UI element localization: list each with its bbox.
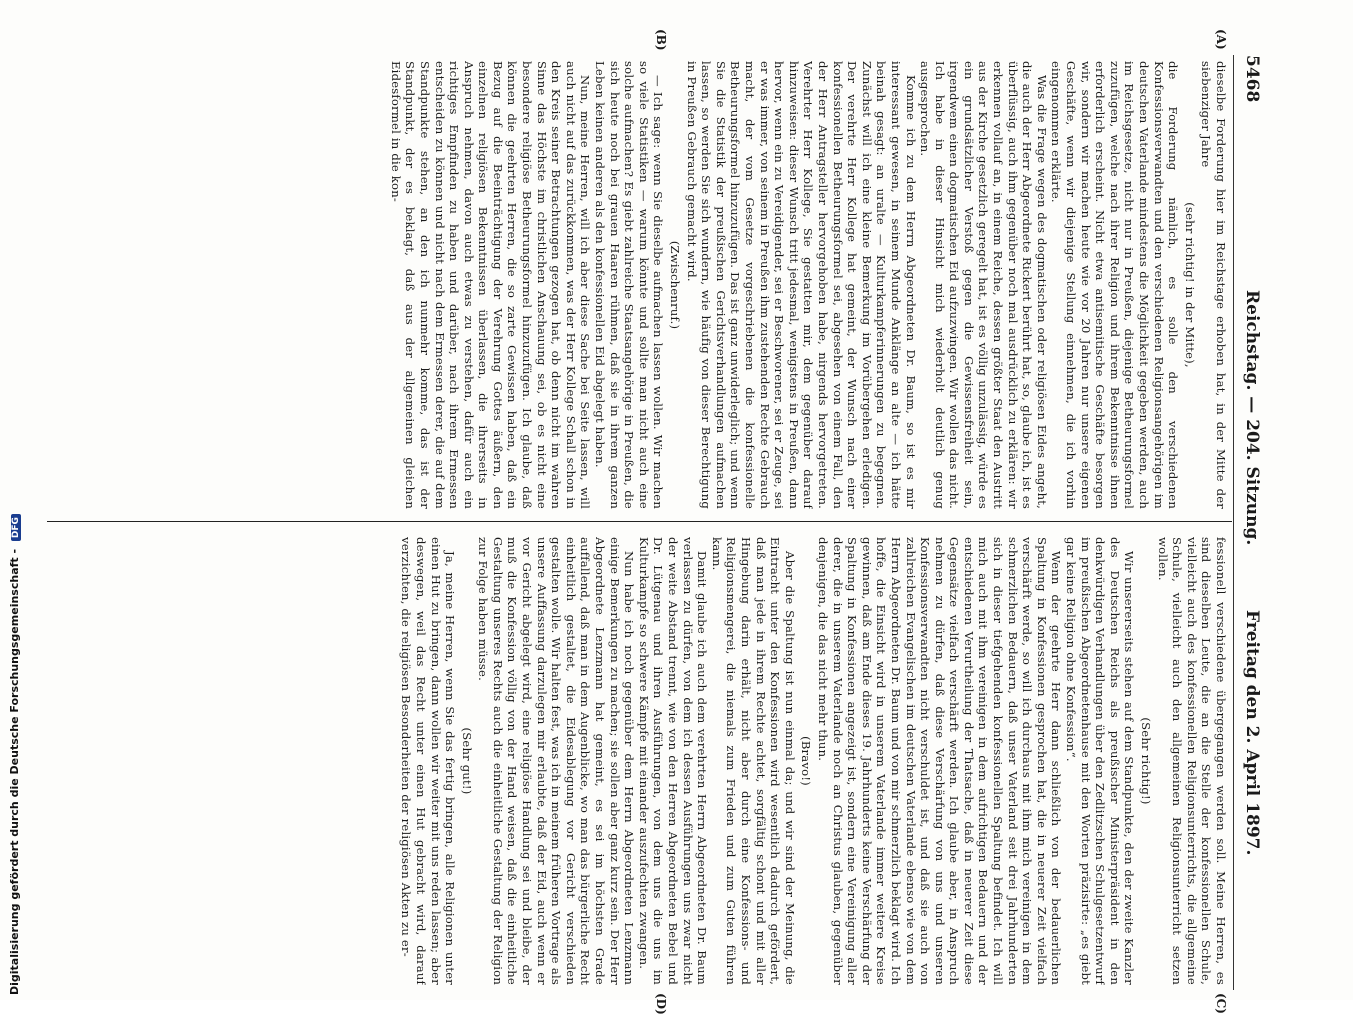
interjection: (Sehr gut!) [459, 727, 474, 795]
page-number: 5468 [1242, 55, 1262, 103]
rotated-newspaper-page [43, 29, 1268, 1015]
paragraph: die Forderung nämlich, es solle den verschiedenen Konfessionsverwandten und den verschiedenen Religionsangehörigen im deutschen Vaterlande mindestens die Möglichkeit gegeben werden, auch im Reichsgesetze, nicht nur in Preußen, diejenige Betheurungsformel zuzufügen, welche nach ihrer Religion und ihrem Bekenntnisse ihnen erforderlich erscheint. Nicht etwa antisemitische Geschäfte besorgen wir, sondern wir machen heute wie vor 20 Jahren nur unsere eigenen Geschäfte, wenn wir diejenige Stellung einnehmen, die ich vorhin eingenommen erklärte. [1049, 61, 1181, 509]
left-column [48, 61, 1228, 509]
margin-mark-a: (A) [1214, 29, 1228, 50]
paragraph: Ja, meine Herren, wenn Sie das fertig bringen, alle Religionen unter einen Hut zu bringen, dann wollen wir weiter mit uns reden lassen; aber deswegen, weil das Recht unter einen Hut gebracht wird, darauf verzichten, die religiösen Besonderheiten der religiösen Akten zu er- [399, 537, 458, 985]
paragraph: Nun, meine Herren, will ich aber diese Sache bei Seite lassen, will auch nicht auf das zurückkommen, was der Herr Kollege Schall schon in den Kreis seiner Betrachtungen gezogen hat, ob denn nicht im wahren Sinne das Höchste im christlichen Anschauung sei, ob es nicht eine besondere religiöse Betheurungsformel hinzuzufügen. Ich glaube, daß können die geehrten Herren, die so zarte Gewissen haben, daß ein Bezug auf die Beeinträchtigung der Verehrung Gottes äußern, den einzelnen religiösen Bekenntnissen überlassen, die ihrerseits in Anspruch nehmen, davon auch etwas zu verstehen, dafür auch ein richtiges Empfinden zu haben und darüber, nach ihrem Ermessen entscheiden zu können und nicht nach dem Ermessen derer, die auf dem Standpunkte stehen, an den ich nunmehr komme, das ist der Standpunkt, der es beklagt, daß aus der allgemeinen gleichen Eidesformel in die kon- [388, 61, 593, 509]
header-rule [1233, 55, 1234, 990]
session-date: Freitag den 2. April 1897. [1242, 610, 1262, 856]
paragraph: fessionell verschiedene übergegangen werden soll. Meine Herren, es sind dieselben Leute, die an die Stelle der konfessionellen Schule, vielleicht auch des konfessionellen Religionsunterrichts, die allgemeine Schule, vielleicht auch den allgemeinen Religionsunterricht setzen wollen. [1155, 537, 1228, 985]
dfg-logo: DFG [11, 514, 21, 541]
interjection: (Bravo!) [799, 736, 814, 786]
credit-text: Digitalisierung gefördert durch die Deutsche Forschungsgemeinschaft - [8, 548, 21, 995]
right-column [48, 537, 1228, 985]
page-header [1232, 55, 1268, 990]
interjection: (Zwischenruf.) [668, 240, 683, 330]
paragraph: Nun habe ich noch gegenüber dem Herrn Abgeordneten Lenzmann einige Bemerkungen zu machen; sie sollen aber ganz kurz sein. Der Herr Abgeordnete Lenzmann hat gemeint, es sei im höchsten Grade auffallend, daß man in dem Augenblicke, wo man das bürgerliche Recht einheitlich gestaltet, die Eidesablegung vor Gericht verschieden gestalten wolle. Wir halten fest, was ich in meinem früheren Vortrage als unsere Auffassung darzulegen mir erlaubte, daß der Eid, auch wenn er vor Gericht abgelegt wird, eine religiöse Handlung sei und bleibe, der muß die Konfession völlig von der Hand weisen, daß die einheitliche Gestaltung unseres Rechts auch die einheitliche Gestaltung der Religion zur Folge haben müsse. [476, 537, 637, 985]
page-title: Reichstag. — 204. Sitzung. [1242, 290, 1262, 546]
margin-mark-d: (D) [654, 993, 668, 1015]
digitization-credit [8, 5, 21, 995]
paragraph: Damit glaube ich auch dem verehrten Herrn Abgeordneten Dr. Baum verlassen zu dürfen, von dem ich dessen Ausführungen uns zwar nicht der weite Abstand trennt, wie von den Herren Abgeordneten Bebel und Dr. Lütgenau und ihren Ausführungen, von dem uns die uns im Kulturkampfe so schwere Kämpfe mit einander auszufechten zwangen. [636, 537, 710, 985]
margin-mark-c: (C) [1214, 993, 1228, 1014]
paragraph: Komme ich zu dem Herrn Abgeordneten Dr. Baum, so ist es mir interessant gewesen, in seinem Munde Anklänge an alte — ich hätte beinah gesagt: an uralte — Kulturkampferinnerungen zu begegnen. Zunächst will ich eine kleine Bemerkung im Vorübergehen erledigen. Der verehrte Herr Kollege hat gemeint, der Wunsch nach einer konfessionellen Betheurungsformel sei, abgesehen von einem Fall, den der Herr Antragsteller hervorgehoben habe, nirgends hervorgetreten. Verehrter Herr Kollege, Sie gestatten mir, dem gegenüber darauf hinzuweisen: dieser Wunsch tritt jedesmal, wenigstens in Preußen, dann hervor, wenn ein zu Vereidigender, sei er Beschworener, sei er Zeuge, sei er was immer, von seinem in Preußen ihm zustehenden Rechte Gebrauch macht, der vom Gesetze vorgeschriebenen die konfessionelle Betheurungsformel hinzuzufügen. Das ist ganz unwiderleglich; und wenn Sie die Statistik der preußischen Gerichtsverhandlungen aufmachen lassen, so werden Sie sich wundern, wie häufig von dieser Berechtigung in Preußen Gebrauch gemacht wird. [684, 61, 918, 509]
paragraph: Was die Frage wegen des dogmatischen oder religiösen Eides angeht, die auch der Herr Abgeordnete Rickert berührt hat, so, glaube ich, ist es überflüssig, auch ihm gegenüber noch mal ausdrücklich zu erklären: wir erkennen vollauf an, in einem Reiche, dessen größter Staat den Austritt aus der Kirche gesetzlich geregelt hat, ist es völlig unzulässig, würde es ein grundsätzlicher Verstoß gegen die Gewissensfreiheit sein, irgendwem einen dogmatischen Eid aufzuzwingen. Wir wollen das nicht. Ich habe in dieser Hinsicht mich wiederholt deutlich genug ausgesprochen. [918, 61, 1049, 509]
interjection: (Sehr richtig!) [1139, 717, 1154, 805]
paragraph: Wir unsererseits stehen auf dem Standpunkte, den der zweite Kanzler des Deutschen Reichs als preußischer Ministerpräsident in den denkwürdigen Verhandlungen über den Zedlitzschen Schulgesetzentwurf im preußischen Abgeordnetenhause mit den Worten präzisirte: „es giebt gar keine Religion ohne Konfession“. [1064, 537, 1137, 985]
margin-mark-b: (B) [654, 29, 668, 51]
interjection: (sehr richtig! in der Mitte), [1182, 202, 1197, 368]
paragraph: — Ich sage: wenn Sie dieselbe aufmachen lassen wollen. Wir machen so viele Statistiken — warum könnte und sollte man nicht auch eine solche aufmachen? Es giebt zahlreiche Staatsangehörige in Preußen, die sich heute noch bei grauen Haaren rühmen, daß sie in ihrem ganzen Leben keinen anderen als den konfessionellen Eid abgelegt haben. [593, 61, 666, 509]
paragraph: dieselbe Forderung hier im Reichstage erhoben hat, in der Mitte der siebenziger Jahre [1199, 61, 1228, 509]
paragraph: Wenn der geehrte Herr dann schließlich von der bedauerlichen Spaltung in Konfessionen gesprochen hat, die in neuerer Zeit vielfach verschärft werde, so will ich durchaus mit ihm mich vereinigen in dem schmerzlichen Bedauern, daß unser Vaterland seit drei Jahrhunderten sich in dieser tiefgehenden konfessionellen Spaltung befindet. Ich will mich auch mit ihm vereinigen in dem aufrichtigen Bedauern und der entschiedenen Verurtheilung der Thatsache, daß in neuerer Zeit diese Gegensätze vielfach verschärft werden. Ich glaube aber, in Anspruch nehmen zu dürfen, daß diese Verschärfung von uns und unseren Konfessionsverwandten nicht verschuldet ist, und daß sie auch von zahlreichen Evangelischen im deutschen Vaterlande ebenso wie von dem Herrn Abgeordneten Dr. Baum und von mir schmerzlich beklagt wird. Ich hoffe, die Einsicht wird in unserem Vaterlande immer weitere Kreise gewinnen, daß am Ende dieses 19. Jahrhunderts keine Verschärfung der Spaltung in Konfessionen angezeigt ist, sondern eine Vereinigung aller derer, die in unserem Vaterlande noch an Christus glauben, gegenüber denjenigen, die das nicht mehr thun. [815, 537, 1064, 985]
paragraph: Aber die Spaltung ist nun einmal da; und wir sind der Meinung, die Eintracht unter den Konfessionen wird wesentlich dadurch gefördert, daß man jede in ihrem Rechte achtet, sorgfältig schont und mit aller Hingebung darin erhält, nicht aber durch eine Konfessions- und Religionsmengerei, die niemals zum Frieden und zum Guten führen kann. [709, 537, 797, 985]
column-divider [47, 521, 1232, 522]
